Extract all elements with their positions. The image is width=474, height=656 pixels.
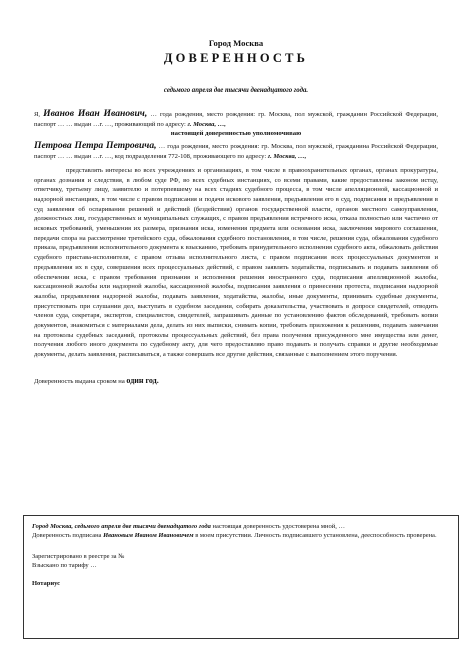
powers-paragraph: представлять интересы во всех учреждениях и организациях, в том числе в правоохранительных органах, органах прокуратуры, органах дознания и следствия, в любом суде РФ, во всех судебных инстанциях, со всеми правами, какие предоставлены законом истцу, ответчику, третьему лицу, заявителю и потерпевшему на всех стадиях судебного процесса, в том числе апелляционной, кассационной и надзорной инстанциях, в том числе с правом подписания и подачи искового заявления, предъявления его в суд, подписания и предъявления в суд заявления об оспаривании решений и действий (бездействия) органов государственной власти, органов местного самоуправления, должностных лиц, государственных и муниципальных служащих, с правом предъявления встречного иска, отказа полностью или частично от исковых требований, уменьшения их размера, признания иска, изменения предмета или основания иска, заключения мирового соглашения, передачи спора на рассмотрение третейского суда, обжалования судебного постановления, в том числе, решения суда, обжалования судебного приказа, предъявления исполнительного документа к взысканию, требовать принудительного исполнения судебного акта, обжаловать действия судебного пристава-исполнителя, с правом отзыва исполнительного листа, с правом подписания всех процессуальных документов и предъявления их в суде, совершения всех процессуальных действий, с правом заявлять ходатайства, подписывать и подавать заявления об обеспечении иска, с правом требования признания и исполнения решения иностранного суда, подписания апелляционной жалобы, кассационной жалобы или надзорной жалобы, кассационной жалобы, подписания заявления о принесении протеста, подписания надзорной жалобы, предъявления надзорной жалобы, подавать заявления, ходатайства, жалобы, иные документы, принимать судебные документы, присутствовать при слушании дел, выступать в судебном заседании, собирать доказательства, участвовать в допросе свидетелей, отводить членов суда, секретаря, экспертов, специалистов, свидетелей, запрашивать данные по установлению фактов обследований, требовать копии документов, знакомиться с материалами дела, делать из них выписки, снимать копии, требовать приложения к решениям, подавать замечания на протоколы судебных заседаний, протоколы процессуальных действий, без права получения присужденного мне имущества или денег, получения любого иного документа по судебному акту, для чего предоставляю право подавать и получать справки и другие необходимые документы, делать заявления, расписываться, а также совершать все другие действия, связанные с выполнением этого поручения. bbox=[34, 166, 438, 359]
principal-prefix: Я, bbox=[34, 111, 44, 118]
notary-signed-by-label: Доверенность подписана bbox=[32, 532, 104, 539]
validity-text: Доверенность выдана сроком на bbox=[34, 377, 127, 385]
notary-signer-name: Ивановым Иваном Ивановичем bbox=[103, 532, 194, 539]
document-date: седьмого апреля две тысячи двенадцатого года. bbox=[163, 87, 309, 94]
notary-label: Нотариус bbox=[32, 580, 61, 587]
registry-line: Зарегистрировано в реестре за № bbox=[32, 553, 125, 560]
tariff-line: Взыскано по тарифу … bbox=[32, 562, 97, 569]
notary-signature-line bbox=[32, 531, 450, 540]
validity-line bbox=[34, 376, 438, 387]
notary-certification-box bbox=[23, 515, 459, 639]
agent-name: Петрова Петра Петровича, bbox=[34, 140, 157, 152]
notary-certification-rest: настоящая доверенность удостоверена мной, … bbox=[210, 523, 345, 530]
notary-signature-rest: в моем присутствии. Личность подписавшего установлена, дееспособность проверена. bbox=[193, 532, 437, 539]
validity-term: один год. bbox=[126, 375, 159, 385]
document-title: ДОВЕРЕННОСТЬ bbox=[163, 51, 309, 65]
agent-address: г. Москва, …, bbox=[267, 153, 307, 161]
agent-details: … года рождения, место рождения: гр. Москва, пол мужской, гражданина Российской Федерации, паспорт … … выдан …г. …, код подразделения 772-108, проживающего по адресу: bbox=[34, 143, 438, 161]
document-city: Город Москва bbox=[208, 38, 264, 48]
principal-name: Иванов Иван Иванович, bbox=[43, 108, 148, 119]
agent-paragraph bbox=[34, 141, 438, 161]
principal-paragraph bbox=[34, 109, 438, 129]
principal-details: … года рождения, место рождения: гр. Москва, пол мужской, гражданин Российской Федерации, паспорт … … выдан …г. …, проживающий по адресу: bbox=[34, 111, 439, 128]
notary-place-date: Город Москва, седьмого апреля две тысячи двенадцатого года bbox=[32, 523, 211, 530]
notary-certification-line bbox=[32, 522, 450, 531]
authorization-statement: настоящей доверенностью уполномочиваю bbox=[170, 130, 302, 138]
principal-address: г. Москва, …, bbox=[187, 120, 226, 128]
